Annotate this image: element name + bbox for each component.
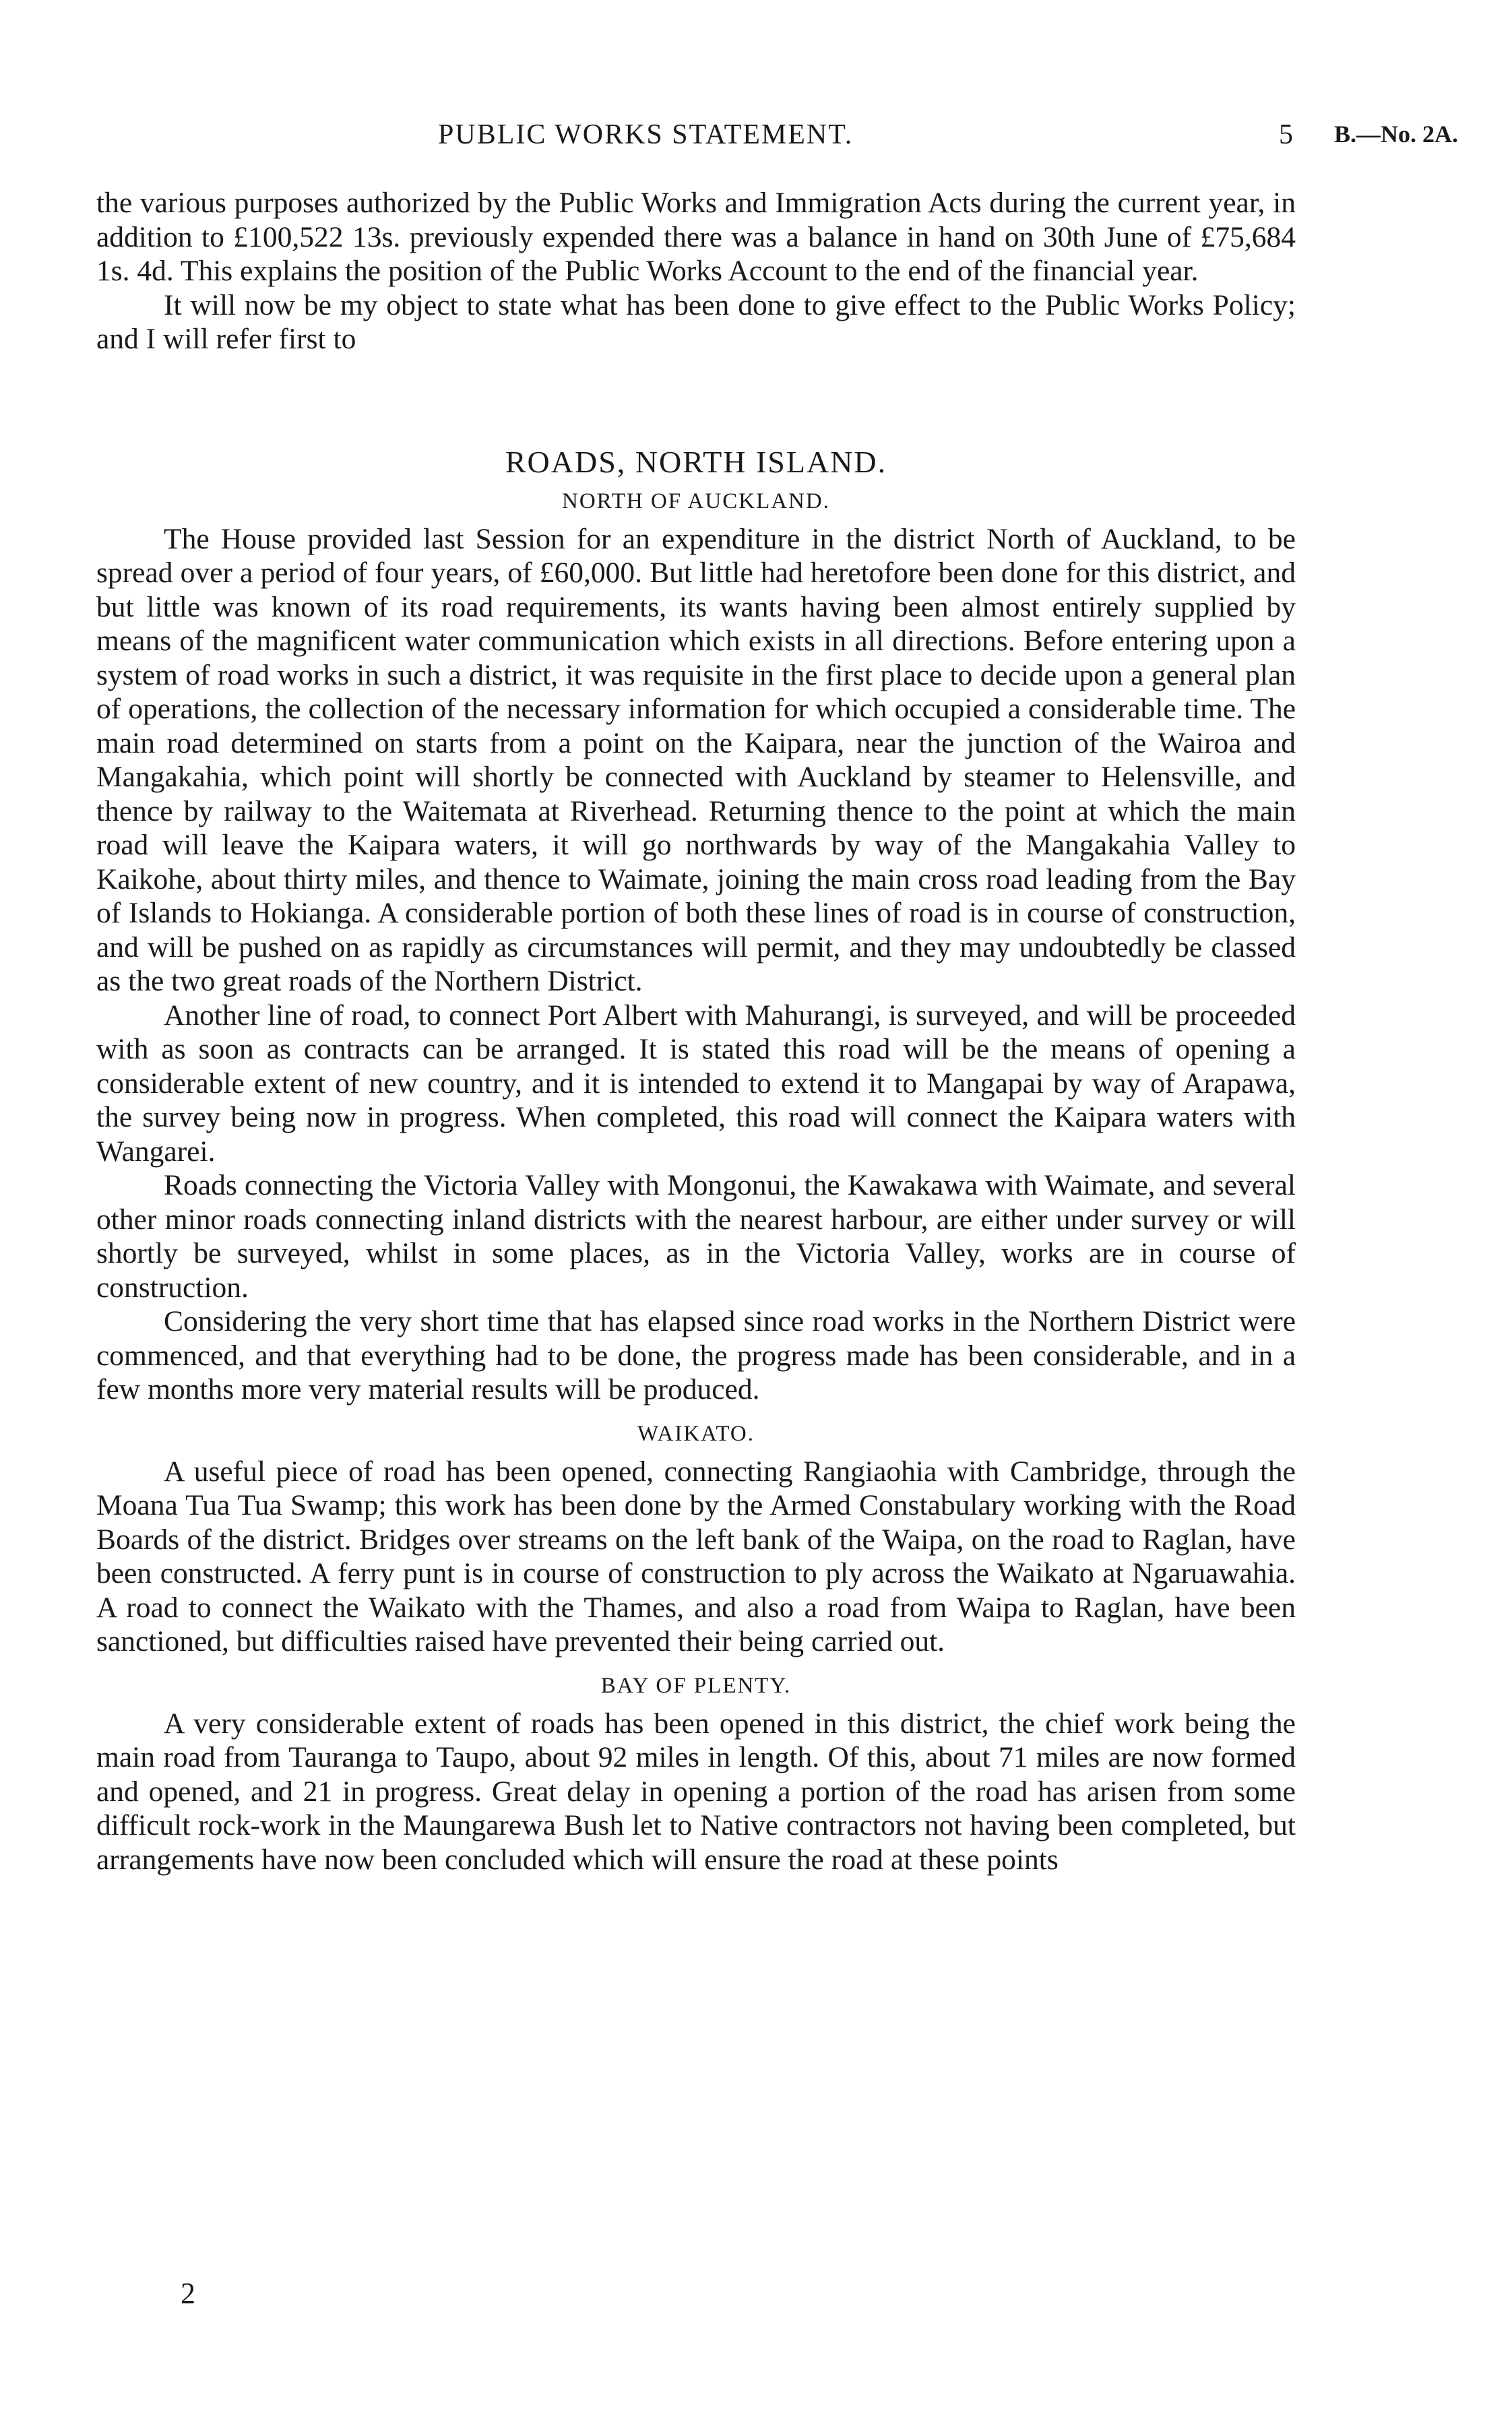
page-number: 5	[1279, 119, 1293, 150]
body-paragraph: A very considerable extent of roads has been opened in this district, the chief work being the main road from Tauranga to Taupo, about 92 miles in length. Of this, about 71 miles are now formed and opened, and 21 in progress. Great delay in opening a portion of the road has arisen from some difficult rock-work in the Maungarewa Bush let to Native contractors not having been completed, but arrangements have now been concluded which will ensure the road at these points	[96, 1707, 1296, 1876]
body-paragraph: Roads connecting the Victoria Valley with Mongonui, the Kawakawa with Waimate, and several other minor roads connecting inland districts with the nearest harbour, are either under survey or will shortly be surveyed, whilst in some places, as in the Victoria Valley, works are in course of construction.	[96, 1169, 1296, 1304]
signature-mark: 2	[181, 2277, 195, 2310]
body-paragraph: Another line of road, to connect Port Albert with Mahurangi, is surveyed, and will be proceeded with as soon as contracts can be arranged. It is stated this road will be the means of opening a considerable extent of new country, and it is intended to extend it to Mangapai by way of Arapawa, the survey being now in progress. When completed, this road will connect the Kaipara waters with Wangarei.	[96, 999, 1296, 1168]
page-header	[0, 119, 1512, 159]
body-paragraph: The House provided last Session for an expenditure in the district North of Auckland, to be spread over a period of four years, of £60,000. But little had heretofore been done for this district, and but little was known of its road requirements, its wants having been almost entirely supplied by means of the magnificent water communication which exists in all directions. Before entering upon a system of road works in such a district, it was requisite in the first place to decide upon a general plan of operations, the collection of the necessary information for which occupied a considerable time. The main road determined on starts from a point on the Kaipara, near the junction of the Wairoa and Mangakahia, which point will shortly be connected with Auckland by steamer to Helensville, and thence by railway to the Waitemata at Riverhead. Returning thence to the point at which the main road will leave the Kaipara waters, it will go northwards by way of the Mangakahia Valley to Kaikohe, about thirty miles, and thence to Waimate, joining the main cross road leading from the Bay of Islands to Hokianga. A considerable portion of both these lines of road is in course of construction, and will be pushed on as rapidly as circumstances will permit, and they may undoubtedly be classed as the two great roads of the Northern District.	[96, 522, 1296, 997]
page-body	[96, 186, 1296, 1877]
intro-paragraph: the various purposes authorized by the Public Works and Immigration Acts during the current year, in addition to £100,522 13s. previously expended there was a balance in hand on 30th June of £75,684 1s. 4d. This explains the position of the Public Works Account to the end of the financial year.	[96, 187, 1296, 287]
section-title: ROADS, NORTH ISLAND.	[505, 444, 887, 479]
body-paragraph: A useful piece of road has been opened, connecting Rangiaohia with Cambridge, through the Moana Tua Tua Swamp; this work has been done by the Armed Constabulary working with the Road Boards of the district. Bridges over streams on the left bank of the Waipa, on the road to Raglan, have been constructed. A ferry punt is in course of construction to ply across the Waikato at Ngaruawahia. A road to connect the Waikato with the Thames, and also a road from Waipa to Raglan, have been sanctioned, but difficulties raised have prevented their being carried out.	[96, 1455, 1296, 1658]
subsection-heading-bay-of-plenty: BAY OF PLENTY.	[600, 1673, 792, 1698]
body-paragraph: Considering the very short time that has elapsed since road works in the Northern District were commenced, and that everything had to be done, the progress made has been considerable, and in a few months more very material results will be produced.	[96, 1305, 1296, 1406]
running-title: PUBLIC WORKS STATEMENT.	[438, 119, 854, 150]
subsection-heading-waikato: WAIKATO.	[637, 1421, 755, 1446]
subsection-heading-north-of-auckland: NORTH OF AUCKLAND.	[562, 488, 830, 513]
intro-paragraph: It will now be my object to state what has been done to give effect to the Public Works Policy; and I will refer first to	[96, 288, 1296, 355]
document-reference: B.—No. 2A.	[1334, 121, 1459, 148]
